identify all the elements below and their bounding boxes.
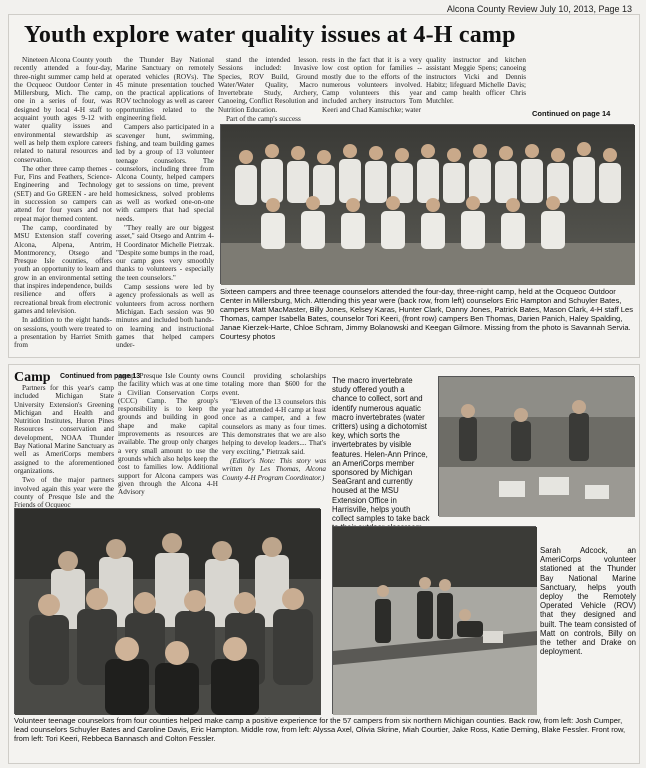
- article-paragraph: group. Presque Isle County owns the facility which was at one time a Civilian Conservation Corps (CCC) Camp. The group's responsibility is to keep the grounds and building in good shape and make capital improvements as resources are available. The group only charges a very small amount to use the grounds which also helps keep the cost to families low. Additional support for Alcona campers was given through the Alcona 4-H Advisory: [118, 372, 218, 497]
- group-photo-caption: Sixteen campers and three teenage counselors attended the four-day, three-night camp, held at the Ocqueoc Outdoor Center in Millersburg, Mich. Attending this year were (back row, from left) counselors Eric Hampton and Schuyler Bates, campers Matt MacMaster, Billy Jones, Kelsey Karas, Hunter Clark, Danny Jones, Patrick Bates, Mason Clark, 4-H staff Les Thomas, camper Isabella Bates, counselor Tori Keeri, (front row) campers Ben Thomas, Darien Panich, Haley Spalding, Janae Kierzek-Harte, Chloe Schram, Jimmy Bolanowski and Keegan Gilmore. Missing from the photo is Savannah Servia. Courtesy photos: [220, 287, 634, 341]
- section-title: Camp: [14, 370, 51, 385]
- macro-invertebrate-photo: [438, 376, 634, 516]
- continued-column-1: [14, 384, 114, 510]
- article-column-3: [218, 56, 318, 124]
- article-paragraph: Camp sessions were led by agency professionals as well as volunteers from across northern Michigan. Each session was 90 minutes and included both hands-on learning and instructional games that helped campers under-: [116, 283, 214, 350]
- article-paragraph: The camp, coordinated by MSU Extension staff covering Alcona, Alpena, Antrim, Montmorency, Otsego and Presque Isle counties, offers youth an opportunity to learn and grow in an environmental setting that inspires independence, builds resilience and offers a recreational break from electronic games and television.: [14, 223, 112, 315]
- article-paragraph: the Thunder Bay National Marine Sanctuary on remotely operated vehicles (ROVs). The 45 minute presentation touched on the practical applications of ROV technology as well as career opportunities related to the engineering field.: [116, 56, 214, 123]
- article-paragraph: (Editor's Note: This story was written by Les Thomas, Alcona County 4-H Program Coordinator.): [222, 456, 326, 482]
- continued-from-label: Continued from page 13: [60, 373, 141, 380]
- rov-deployment-photo: [332, 526, 536, 714]
- article-column-2: [116, 56, 214, 356]
- article-paragraph: The other three camp themes - Fur, Fins and Feathers, Science-Engineering and Technology (SET) and Go GREEN - are held in succession so campers can attend for four years and not repeat major themed content.: [14, 164, 112, 223]
- article-paragraph: Two of the major partners involved again this year were the county of Presque Isle and the Friends of Ocqueoc: [14, 476, 114, 510]
- camp-group-photo: [220, 124, 634, 284]
- article-column-4: [322, 56, 422, 118]
- article-paragraph: rests in the fact that it is a very low cost option for families -- mostly due to the efforts of the numerous volunteers involved. Camp volunteers this year included archery instructors Tom Keeri and Chad Kamischke; water: [322, 56, 422, 114]
- article-paragraph: "Eleven of the 13 counselors this year had attended 4-H camp at least once as a camper, and a few counselors as many as four times. This demonstrates that we are also helping to develop leaders.... That's very exciting," Pietrzak said.: [222, 397, 326, 456]
- article-paragraph: Council providing scholarships totaling more than $600 for the event.: [222, 372, 326, 397]
- macro-invertebrate-text: The macro invertebrate study offered youth a chance to collect, sort and identify numerous aquatic macro invertebrates (water critters) using a dichotomist key, which sorts the invertebrates by visible features. Helen-Ann Prince, an AmeriCorps member sponsored by Michigan SeaGrant and currently housed at the MSU Extension Office in Harrisville, helps youth collect samples to take back: [332, 376, 430, 524]
- masthead: Alcona County Review July 10, 2013, Page 13: [446, 4, 632, 14]
- camp-group-photo-image: [221, 125, 635, 285]
- article-paragraph: quality instructor and kitchen assistant Meggie Spens; canoeing instructors Vicki and Dennis Habitz; lifeguard Michelle Davis; and camp health officer Chris Mutchler.: [426, 56, 526, 106]
- article-column-1: [14, 56, 112, 356]
- headline: Youth explore water quality issues at 4-H camp: [24, 22, 516, 48]
- article-paragraph: Part of the camp's success: [226, 115, 301, 124]
- article-paragraph: Partners for this year's camp included Michigan State University Extension's Greening Michigan and Health and Nutrition Institutes, Huron Pines Resources - conservation and development, NOAA Thunder Bay National Marine Sanctuary as well as AmeriCorps members assigned to the aforementioned organizations.: [14, 384, 114, 475]
- counselors-photo: [14, 508, 320, 714]
- article-paragraph: Campers also participated in a scavenger hunt, swimming, fishing, and team building games led by a group of 13 volunteer teenage counselors. The counselors, including three from Alcona County, helped campers get to sessions on time, prevent homesickness, solved problems as well as worked one-on-one with campers that had special needs.: [116, 123, 214, 223]
- macro-invertebrate-photo-image: [439, 377, 635, 517]
- article-paragraph: Nineteen Alcona County youth recently attended a four-day, three-night summer camp held at the Ocqueoc Outdoor Center in Millersburg, Mich. The camp, one in a series of four, was designed by local 4-H staff to acquaint youth ages 9-12 with water quality issues and environmental stewardship as well as help them explore careers related to natural resources and conservation.: [14, 56, 112, 164]
- continued-column-3: [222, 372, 326, 504]
- article-column-5: [426, 56, 526, 112]
- continued-on-label: Continued on page 14: [532, 109, 611, 118]
- article-paragraph: "They really are our biggest asset," said Otsego and Antrim 4-H Coordinator Michelle Pietrzak. "Despite some bumps in the road, our camp goes very smoothly thanks to volunteers - especially the teen counselors.": [116, 223, 214, 282]
- rov-deployment-photo-image: [333, 527, 537, 715]
- rov-photo-caption: Sarah Adcock, an AmeriCorps volunteer stationed at the Thunder Bay National Marine Sanctuary, helps youth deploy the Remotely Operated Vehicle (ROV) that they designed and built. The team consisted of Matt on controls, Billy on the tether and Drake on deployment.: [540, 546, 636, 657]
- counselors-photo-caption: Volunteer teenage counselors from four counties helped make camp a positive experience for the 57 campers from six northern Michigan counties. Back row, from left: Josh Cumper, lead counselors Schuyler Bates and Caroline Davis, Eric Hampton. Middle row, from left: Alyssa Axel, Olivia Skrine, Miah Courtier, Jake Ross, Katie Deming, Blake Fessler. Front row, from left: Tori Keeri, Rebbeca Bannasch and Colton Fessler.: [14, 716, 626, 743]
- article-paragraph: stand the intended lesson. Sessions included: Invasive Species, ROV Build, Ground Water/Water Quality, Macro Invertebrate Study, Archery, Canoeing, Conflict Resolution and Nutrition Education.: [218, 56, 318, 114]
- counselors-photo-image: [15, 509, 321, 715]
- continued-column-2: [118, 372, 218, 504]
- article-paragraph: In addition to the eight hands-on sessions, youth were treated to a presentation by Harriet Smith from: [14, 316, 112, 350]
